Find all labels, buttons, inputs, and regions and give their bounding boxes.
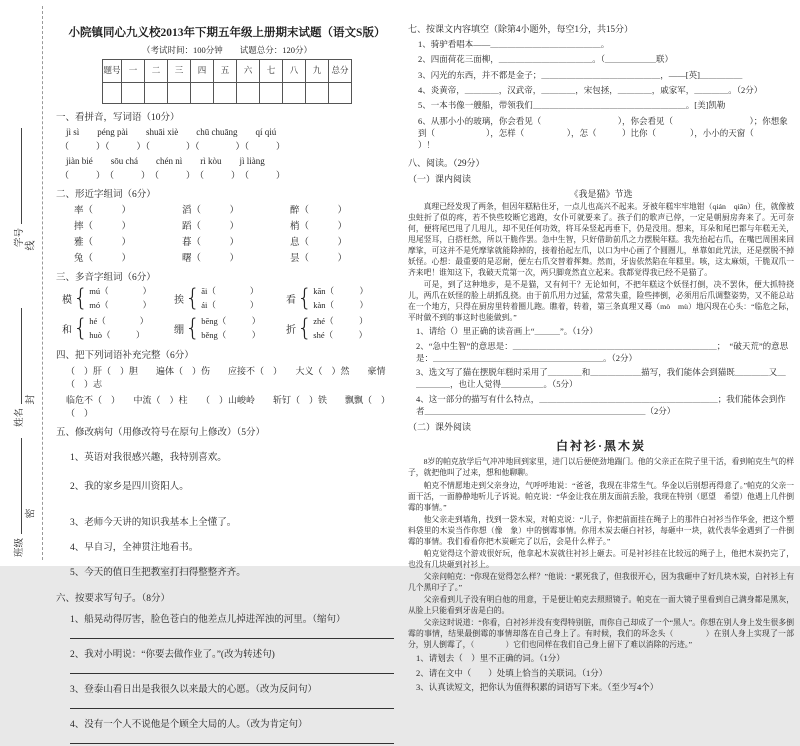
rewrite-item: 1、船晃动得厉害，脸色苍白的他差点儿掉进浑浊的河里。（缩句） [70, 615, 346, 626]
rewrite-item: 3、登泰山看日出是我很久以来最大的心愿。（改为反问句） [70, 685, 318, 696]
score-header-cell: 二 [145, 60, 168, 83]
reading-bottom: shé（ ） [313, 329, 368, 340]
char-blank: 梢（ ） [290, 222, 348, 232]
seal-char-line: 线 [25, 240, 37, 251]
section-title: 二、形近字组词（6分） [56, 190, 156, 200]
polyphonic-char: 折 [286, 325, 296, 337]
char-blank: 雅（ ） [74, 238, 132, 248]
margin-field-class [11, 397, 25, 557]
reading2-title: 白衬衫·黑木炭 [555, 439, 646, 454]
brace-glyph: { [297, 283, 313, 312]
char-blank: 暮（ ） [182, 238, 240, 248]
score-header-cell: 九 [306, 60, 329, 83]
polyphonic-char: 看 [286, 295, 296, 307]
section-title: 四、把下列词语补充完整（6分） [56, 351, 194, 362]
brace-glyph: { [73, 283, 89, 312]
score-table [102, 59, 352, 104]
polyphonic-char: 和 [62, 325, 72, 337]
fix-sentence-item: 4、早自习，全神贯注地看书。 [70, 543, 199, 554]
pinyin-row: jiàn bié sōu chá chén nì rì kòu jì liàng [66, 156, 265, 166]
fill-item: 2、四面荷花三面柳，＿＿＿＿＿＿＿＿＿＿＿。（＿＿＿＿＿＿联） [418, 54, 674, 65]
char-blank: 率（ ） [74, 206, 132, 216]
fix-sentence-item: 3、老师今天讲的知识我基本上全懂了。 [70, 518, 237, 529]
fill-item: 3、闪光的东西，并不都是金子；＿＿＿＿＿＿＿＿＿＿＿＿＿＿，——[英]＿＿＿＿＿ [418, 69, 743, 80]
fill-item: 6、从那小小的玻璃，你会看见（ ），你会看见（ ）；你想象到（ ），怎样（ ），怎（ ）比你（ ），小小的天窗（ ）！ [418, 115, 797, 151]
answer-blank-line [70, 660, 394, 674]
polyphonic-group [62, 315, 174, 342]
fix-sentence-item: 5、今天的值日生把教室打扫得整整齐齐。 [70, 568, 246, 579]
polyphonic-group [286, 315, 398, 342]
reading2-question: 1、请划去（ ）里不正确的词。（1分） [416, 653, 565, 664]
reading-top: kān（ ） [313, 286, 369, 296]
reading-bottom: běng（ ） [201, 329, 261, 340]
seal-dashed-line [42, 6, 43, 560]
polyphonic-char: 挨 [174, 295, 184, 307]
brace-glyph: { [185, 283, 201, 312]
reading-bottom: ái（ ） [201, 299, 259, 310]
reading2-question: 3、认真读短文，把你认为值得积累的词语写下来。（至少写4个） [416, 682, 659, 693]
fix-sentence-item: 1、英语对我很感兴趣，我特别喜欢。 [70, 453, 227, 464]
reading2-paragraph: 父亲这时说道：“你看，白衬衫并没有变得特别脏，而你自己却成了一个“黑人”。你想在别人身上发生很多倒霉的事情，结果最倒霉的事情却落在自己身上了。有时候，我们的坏念头（ ）在别人身上实现了一部分，别人倒霉了，（ ）它们也同样在我们自己身上留下了难以消除的污迹。” [408, 618, 794, 650]
reading1-paragraph: 真理已经发现了两条，但因年糕粘住牙，一点儿也高兴不起来。牙被年糕牢牢地钳（qián qiān）住，就像被虫蛀折了似的疼，若不快些咬断它逃跑，女仆可就要来了。孩子们的歌声已停，一定是朝厨房奔来了。无可奈何，便将尾巴甩了几甩儿，却不见任何功效，将耳朵竖起再垂下，仍是没用。想来，耳朵和尾巴都与年糕无关，甩尾竖耳，白搭枉然，所以干脆作罢。急中生智，只好借助前爪之力摆脱年糕。我先抬起右爪，在嘴巴周围来回摩挲，可这并不是凭摩挲就能除掉的，接着抬起左爪，以口为中心画了个圆圈儿，单靠如此咒法，还是摆脱不掉妖怪。心想：最重要的是忍耐，便左右爪交替着挥舞。然而，牙齿依然陷在年糕里。咳，这太麻烦，干脆双爪一齐来吧！谁知这下，我破天荒第一次，两只脚竟然直立起来。我都觉得我已经不是猫了。 [408, 201, 794, 277]
char-blank: 昙（ ） [290, 254, 348, 264]
score-header-cell: 五 [214, 60, 237, 83]
margin-field-label: 姓名 [15, 407, 25, 427]
score-header-cell: 七 [260, 60, 283, 83]
answer-blank-line [70, 730, 394, 744]
margin-field-blank [11, 438, 22, 534]
section-similar-characters [56, 186, 398, 264]
fix-sentence-item: 2、我的家乡是四川资阳人。 [70, 482, 189, 493]
reading2-paragraph: 帕克觉得这个游戏很好玩，他拿起木炭就往衬衫上砸去。可是衬衫挂在比较远的绳子上，他把木炭扔完了，也没有几块砸到衬衫上。 [408, 548, 794, 569]
polyphonic-char: 模 [62, 295, 72, 307]
brace-glyph: { [185, 313, 201, 342]
polyphonic-group [174, 285, 286, 312]
fill-item: 5、一本书像一艘船，带领我们＿＿＿＿＿＿＿＿＿＿＿＿＿＿＿＿＿＿。[美]凯勒 [418, 100, 726, 111]
reading-part-label: （一）课内阅读 [408, 173, 472, 184]
reading1-question: 1、请给（）里正确的读音画上“＿＿＿”。（1分） [416, 326, 598, 337]
answer-blank-line [70, 625, 394, 639]
answer-brackets-row: （ ） （ ） （ ） （ ） （ ） [60, 170, 286, 180]
reading-part-label: （二）课外阅读 [408, 422, 472, 433]
page-title: 小院镇同心九义校2013年下期五年级上册期末试题（语文S版） [68, 27, 386, 39]
answer-brackets-row: （ ）（ ）（ ）（ ）（ ） [60, 141, 286, 151]
seal-char-mi: 密 [25, 508, 37, 519]
exam-info: （考试时间：100分钟 试题总分：120分） [141, 45, 312, 55]
margin-field-blank [11, 128, 22, 224]
char-blank: 蹈（ ） [182, 222, 240, 232]
section-reading [408, 156, 794, 694]
fill-item: 1、骑驴看唱本——＿＿＿＿＿＿＿＿＿＿＿＿＿。 [418, 39, 610, 49]
polyphonic-grid [56, 285, 398, 342]
reading-top: hé（ ） [89, 316, 149, 327]
section-pinyin-words [56, 109, 398, 181]
reading-top: mú（ ） [89, 286, 152, 296]
right-column [408, 22, 797, 693]
reading-top: zhé（ ） [313, 316, 368, 327]
char-blank: 摔（ ） [74, 222, 132, 232]
polyphonic-group [286, 285, 398, 312]
rewrite-item: 4、没有一个人不说他是个顾全大局的人。（改为肯定句） [70, 720, 308, 731]
idiom-line: 临危不（ ） 中流（ ）柱 （ ）山峻岭 斩钉（ ）铁 飘飘（ ）（ ） [66, 395, 391, 419]
reading-top: āi（ ） [201, 286, 259, 296]
reading1-question: 4、这一部分的描写有什么特点，＿＿＿＿＿＿＿＿＿＿＿＿＿＿＿＿＿＿＿＿＿；我们能体会到作者＿＿＿＿＿＿＿＿＿＿＿＿＿＿＿＿＿＿＿＿＿＿＿＿＿＿（2分） [416, 393, 786, 417]
section-title: 一、看拼音，写词语（10分） [56, 113, 180, 123]
margin-field-label: 班级 [15, 537, 25, 557]
reading1-question: 3、选文写了猫在摆脱年糕时采用了＿＿＿＿和＿＿＿＿＿＿描写，我们能体会到猫既＿＿＿＿又＿＿＿＿＿，也让人觉得＿＿＿＿＿。（5分） [416, 367, 786, 390]
reading2-paragraph: 8岁的帕克放学后气冲冲地回到家里，进门以后便使劲地踹门。他的父亲正在院子里干活，看到帕克生气的样子，就把他叫了过来，想和他聊聊。 [408, 457, 794, 478]
polyphonic-group [62, 285, 174, 312]
char-blank: 滔（ ） [182, 206, 240, 216]
margin-field-blank [11, 308, 22, 404]
section-polyphonic-characters [56, 269, 398, 342]
reading2-question: 2、请在文中（ ）处填上恰当的关联词。（1分） [416, 667, 608, 678]
section-rewrite-sentences [56, 590, 398, 744]
score-header-cell: 总分 [329, 60, 352, 83]
score-table-empty-row [103, 83, 352, 104]
score-header-cell: 六 [237, 60, 260, 83]
section-text-fill [408, 22, 797, 152]
reading-bottom: mó（ ） [89, 299, 152, 310]
margin-field-label: 学号 [15, 227, 25, 247]
brace-glyph: { [297, 313, 313, 342]
section-title: 三、多音字组词（6分） [56, 273, 156, 283]
pinyin-row: jì sì péng pài shuāi xiè chū chuāng qí qiú [66, 127, 277, 137]
reading1-question: 2、“急中生智”的意思是：＿＿＿＿＿＿＿＿＿＿＿＿＿＿＿＿＿＿＿＿＿＿＿＿； “破天荒”的意思是：＿＿＿＿＿＿＿＿＿＿＿＿＿＿＿＿＿＿＿＿。（2分） [416, 340, 789, 363]
reading1-title: 《我是猫》节选 [569, 188, 633, 199]
section-title: 五、修改病句（用修改符号在原句上修改）（5分） [56, 428, 266, 439]
reading-bottom: huò（ ） [89, 329, 145, 340]
fill-item: 4、炎黄帝，＿＿＿＿，汉武帝，＿＿＿＿，宋包拯，＿＿＿＿，戚家军，＿＿＿＿。（2分） [418, 84, 763, 95]
reading2-paragraph: 父亲看到儿子没有明白他的用意，于是便让帕克去照照镜子。帕克在一面大镜子里看到自己满身都是黑灰，从脸上只能看到牙齿是白的。 [408, 595, 794, 616]
reading2-paragraph: 父亲问帕克：“你现在觉得怎么样？”他说：“累死我了，但我很开心，因为我砸中了好几块木炭，白衬衫上有几个黑印子了。” [408, 572, 794, 593]
char-blank: 兔（ ） [74, 254, 132, 264]
seal-char-feng: 封 [25, 394, 37, 405]
idiom-line: （ ）肝（ ）胆 遍体（ ）伤 应接不（ ） 大义（ ）然 豪情（ ）志 [66, 366, 386, 390]
margin-field-student-id [11, 87, 25, 247]
section-title: 七、按课文内容填空（除第4小题外，每空1分，共15分） [408, 24, 634, 34]
char-blank: 醉（ ） [290, 206, 348, 216]
reading-bottom: kàn（ ） [313, 299, 369, 310]
rewrite-item: 2、我对小明说：“你要去做作业了。”(改为转述句) [70, 650, 275, 661]
reading2-paragraph: 他父亲走到墙角，找到一袋木炭，对帕克说：“儿子，你把前面挂在绳子上的那件白衬衫当作华金，把这个塑料袋里的木炭当作你想（像 象）中的倒霉事情。你用木炭去砸白衬衫，每砸中一块，就代表华金遇到了一件倒霉的事情。我们看看你把木炭砸完了以后，会是什么样子。” [408, 514, 794, 546]
brace-glyph: { [73, 313, 89, 342]
polyphonic-char: 绷 [174, 325, 184, 337]
score-header-cell: 题号 [103, 60, 122, 83]
polyphonic-group [174, 315, 286, 342]
section-title: 八、阅读。（29分） [408, 157, 485, 168]
section-title: 六、按要求写句子。（8分） [56, 594, 171, 605]
left-column [56, 24, 398, 746]
score-header-cell: 四 [191, 60, 214, 83]
reading1-paragraph: 可是，到了这种地步，是不是猫，又有何干？无论如何，不把年糕这个妖怪打倒，决不罢休，便大抓特挠儿，两爪在妖怪的脸上胡抓乱挠。由于前爪用力过猛，常常失重，险些摔倒，必须用后爪调整姿势，又不能总站在一个地方，只得在厨房里转着圈儿跑。瞧着，转着，第三条真理又蓦（mò mù）地闪现在心头：“临危之际，平时做不到的事这时也能做到。” [408, 279, 794, 323]
similar-characters-grid [56, 202, 398, 264]
score-table-header-row [103, 60, 352, 83]
char-blank: 曙（ ） [182, 254, 240, 264]
section-complete-idioms [56, 347, 398, 419]
reading2-paragraph: 帕克不情愿地走到父亲身边，气呼呼地说：“爸爸，我现在非常生气。华金以后别想再得意了。”帕克的父亲一面干活，一面静静地听儿子诉说。帕克说：“华金让我在朋友面前丢脸，我现在特别（愿望 希望）他遇上几件倒霉的事情。” [408, 480, 794, 512]
score-header-cell: 三 [168, 60, 191, 83]
answer-blank-line [70, 695, 394, 709]
reading-top: bēng（ ） [201, 316, 261, 327]
section-fix-sentences [56, 424, 398, 578]
score-header-cell: 一 [122, 60, 145, 83]
char-blank: 息（ ） [290, 238, 348, 248]
score-header-cell: 八 [283, 60, 306, 83]
